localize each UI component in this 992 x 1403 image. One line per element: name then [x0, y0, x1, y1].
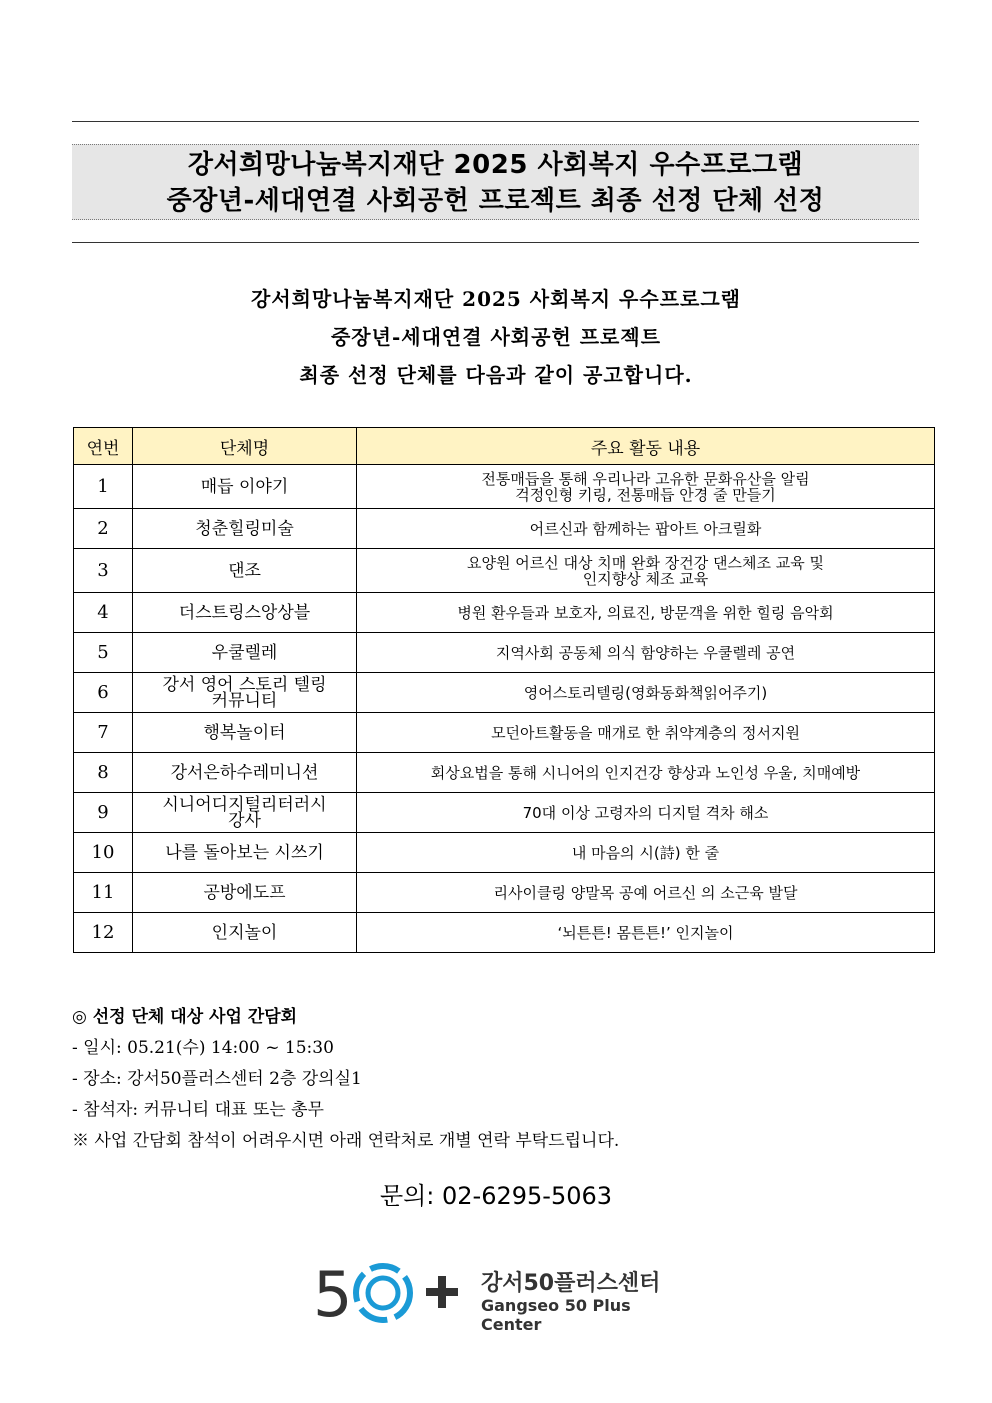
notice-note: ※ 사업 간담회 참석이 어려우시면 아래 연락처로 개별 연락 부탁드립니다. — [72, 1131, 620, 1151]
activity-line: 인지향상 체조 교육 — [582, 569, 709, 588]
group-name: 강서은하수레미니션 — [133, 753, 357, 793]
activity-description: 모던아트활동을 매개로 한 취약계층의 정서지원 — [357, 713, 935, 753]
activity-description: 지역사회 공동체 의식 함양하는 우쿨렐레 공연 — [357, 633, 935, 673]
group-name: 나를 돌아보는 시쓰기 — [133, 833, 357, 873]
intro-line-3: 최종 선정 단체를 다음과 같이 공고합니다. — [299, 363, 693, 387]
table-row — [74, 753, 935, 793]
activity-description: 병원 환우들과 보호자, 의료진, 방문객을 위한 힐링 음악회 — [357, 593, 935, 633]
title-banner — [72, 144, 919, 220]
activity-description: ‘뇌튼튼! 몸튼튼!’ 인지놀이 — [357, 913, 935, 953]
activity-description — [357, 465, 935, 509]
contact-phone: 문의: 02-6295-5063 — [379, 1182, 613, 1210]
title-line-1: 강서희망나눔복지재단 2025 사회복지 우수프로그램 — [187, 150, 804, 180]
row-number: 1 — [74, 465, 133, 509]
row-number: 2 — [74, 509, 133, 549]
column-header-no: 연번 — [74, 428, 133, 465]
activity-description: 리사이클링 양말목 공예 어르신 의 소근육 발달 — [357, 873, 935, 913]
group-name: 우쿨렐레 — [133, 633, 357, 673]
title-line-2: 중장년-세대연결 사회공헌 프로젝트 최종 선정 단체 선정 — [166, 186, 825, 216]
table-row — [74, 713, 935, 753]
row-number: 12 — [74, 913, 133, 953]
row-number: 5 — [74, 633, 133, 673]
row-number: 10 — [74, 833, 133, 873]
intro-line-1: 강서희망나눔복지재단 2025 사회복지 우수프로그램 — [251, 287, 741, 311]
row-number: 8 — [74, 753, 133, 793]
notice-heading: ◎ 선정 단체 대상 사업 간담회 — [72, 1007, 298, 1027]
table-header-row — [74, 428, 935, 465]
row-number: 7 — [74, 713, 133, 753]
group-name-line: 시니어디지털리터러시 — [162, 794, 327, 815]
activity-description — [357, 549, 935, 593]
table-row — [74, 913, 935, 953]
row-number: 11 — [74, 873, 133, 913]
table-row — [74, 509, 935, 549]
group-name: 댄조 — [133, 549, 357, 593]
table-row — [74, 465, 935, 509]
title-bottom-rule — [72, 242, 919, 243]
column-header-name: 단체명 — [133, 428, 357, 465]
intro-line-2: 중장년-세대연결 사회공헌 프로젝트 — [330, 325, 662, 349]
column-header-activity: 주요 활동 내용 — [357, 428, 935, 465]
notice-attendee: - 참석자: 커뮤니티 대표 또는 총무 — [72, 1100, 324, 1120]
table-row — [74, 833, 935, 873]
group-name — [133, 673, 357, 713]
fifty-plus-logo-icon — [313, 1258, 463, 1328]
activity-line: 걱정인형 키링, 전통매듭 안경 줄 만들기 — [515, 485, 776, 504]
group-name-line: 강사 — [228, 810, 261, 831]
activity-description: 어르신과 함께하는 팝아트 아크릴화 — [357, 509, 935, 549]
top-rule — [72, 121, 919, 122]
table-row — [74, 593, 935, 633]
group-name-line: 커뮤니티 — [211, 690, 278, 711]
svg-text:5: 5 — [313, 1258, 353, 1328]
activity-description: 내 마음의 시(詩) 한 줄 — [357, 833, 935, 873]
group-name — [133, 793, 357, 833]
group-name: 인지놀이 — [133, 913, 357, 953]
table-row — [74, 549, 935, 593]
activity-line: 요양원 어르신 대상 치매 완화 장건강 댄스체조 교육 및 — [467, 553, 824, 572]
row-number: 6 — [74, 673, 133, 713]
announcement-intro — [0, 280, 992, 394]
group-name: 청춘힐링미술 — [133, 509, 357, 549]
group-name: 공방에도프 — [133, 873, 357, 913]
logo-name-english: Gangseo 50 Plus Center — [481, 1296, 631, 1334]
meeting-notice — [72, 1002, 619, 1157]
row-number: 4 — [74, 593, 133, 633]
table-row — [74, 673, 935, 713]
notice-place: - 장소: 강서50플러스센터 2층 강의실1 — [72, 1069, 362, 1089]
activity-line: 전통매듭을 통해 우리나라 고유한 문화유산을 알림 — [481, 469, 810, 488]
center-logo — [313, 1258, 693, 1334]
table-row — [74, 793, 935, 833]
group-name: 행복놀이터 — [133, 713, 357, 753]
selected-groups-table — [73, 427, 935, 953]
table-row — [74, 873, 935, 913]
activity-description: 영어스토리텔링(영화동화책읽어주기) — [357, 673, 935, 713]
group-name-line: 강서 영어 스토리 텔링 — [162, 674, 327, 695]
group-name: 더스트링스앙상블 — [133, 593, 357, 633]
row-number: 3 — [74, 549, 133, 593]
activity-description: 70대 이상 고령자의 디지털 격차 해소 — [357, 793, 935, 833]
logo-name-korean: 강서50플러스센터 — [481, 1271, 661, 1296]
table-row — [74, 633, 935, 673]
row-number: 9 — [74, 793, 133, 833]
activity-description: 회상요법을 통해 시니어의 인지건강 향상과 노인성 우울, 치매예방 — [357, 753, 935, 793]
notice-date: - 일시: 05.21(수) 14:00 ~ 15:30 — [72, 1038, 334, 1058]
group-name: 매듭 이야기 — [133, 465, 357, 509]
